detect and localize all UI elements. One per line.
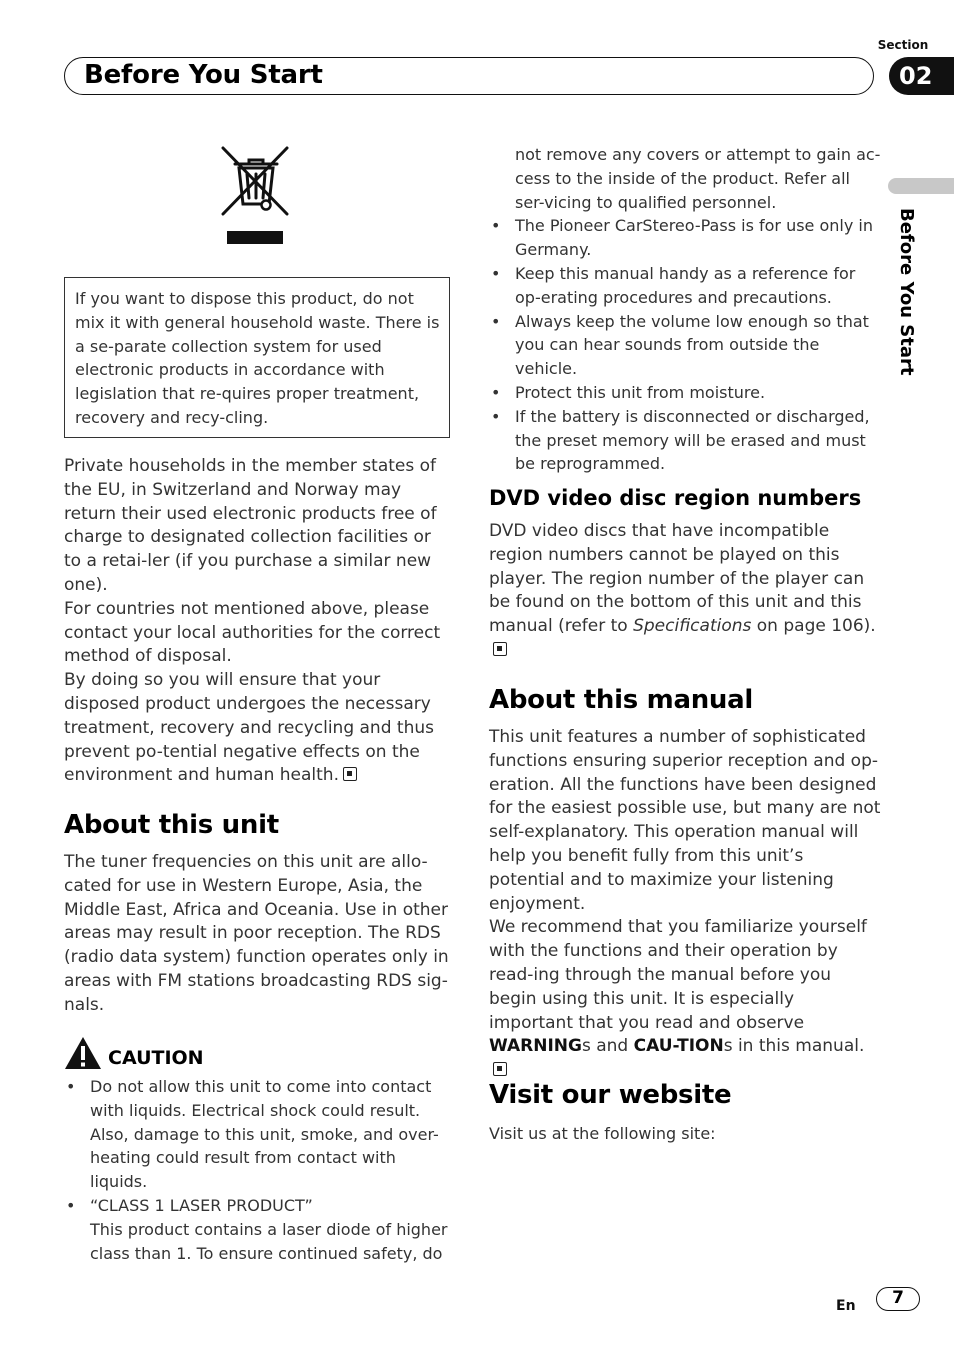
warning-word: WARNING <box>489 1036 582 1057</box>
website-heading: Visit our website <box>489 1080 732 1110</box>
crossed-bin-icon <box>221 146 291 246</box>
page-title: Before You Start <box>84 60 323 90</box>
page-number: 7 <box>876 1287 920 1311</box>
dvd-region-text-part: on page 106). <box>751 616 876 637</box>
list-item: • Always keep the volume low enough so that you can hear sounds from outside the vehicle. <box>489 310 881 381</box>
dvd-region-text-part: DVD video discs that have incompatible region numbers cannot be played on this player. The region number of the player can be found on the bottom of this unit and this manual (refer to <box>489 521 865 637</box>
end-mark-icon <box>493 1062 507 1076</box>
website-text: Visit us at the following site: <box>489 1124 716 1143</box>
section-label: Section <box>877 38 929 52</box>
disposal-notice-text: If you want to dispose this product, do not mix it with general household waste. There is a se-parate collection system for used electronic products in accordance with legislation that re-quires proper treatment, recovery and recy-cling. <box>75 289 440 427</box>
list-item-continuation: This product contains a laser diode of higher class than 1. To ensure continued safety, do <box>90 1219 448 1263</box>
disposal-paragraph: Private households in the member states of the EU, in Switzerland and Norway may return their used electronic products free of charge to designated collection facilities or to a retai-ler (if you purchase a similar new one). <box>64 456 437 595</box>
manual-text-part: s and <box>581 1036 634 1057</box>
caution-continued-text: not remove any covers or attempt to gain ac-cess to the inside of the product. Refer all ser-vicing to qualified personnel. <box>515 145 881 212</box>
right-column-list <box>489 143 881 476</box>
about-manual-paragraph: This unit features a number of sophisticated functions ensuring superior reception and op-eration. All the functions have been designed for the easiest possible use, but many are not self-explanatory. This operation manual will help you benefit fully from this unit’s potential and to maximize your listening enjoyment. <box>489 727 881 914</box>
list-item: • Protect this unit from moisture. <box>489 381 881 405</box>
end-mark-icon <box>343 767 357 781</box>
disposal-paragraph-text: By doing so you will ensure that your disposed product undergoes the necessary treatment, recovery and recycling and thus prevent po-tential negative effects on the environment and human health. <box>64 670 434 786</box>
caution-list <box>64 1075 454 1265</box>
caution-word: CAU-TION <box>633 1036 724 1057</box>
caution-heading <box>64 1036 204 1070</box>
disposal-paragraph: For countries not mentioned above, please contact your local authorities for the correct method of disposal. <box>64 598 441 667</box>
dvd-region-text <box>489 520 881 663</box>
side-tab-marker <box>888 178 954 194</box>
disposal-notice-box <box>64 277 450 438</box>
list-item-title: • “CLASS 1 LASER PRODUCT” <box>90 1195 313 1215</box>
disposal-paragraphs <box>64 455 452 788</box>
side-section-label: Before You Start <box>896 208 917 376</box>
warning-triangle-icon <box>64 1036 102 1070</box>
list-item: • If the battery is disconnected or discharged, the preset memory will be erased and must be reprogrammed. <box>489 405 881 476</box>
about-manual-text <box>489 726 881 1083</box>
specifications-reference: Specifications <box>633 616 752 637</box>
list-item: • Do not allow this unit to come into contact with liquids. Electrical shock could result. Also, damage to this unit, smoke, and over-heating could result from contact with liquids. <box>64 1075 454 1194</box>
manual-text-part: We recommend that you familiarize yourself with the functions and their operation by read-ing through the manual before you begin using this unit. It is especially important that you read and observe <box>489 917 867 1033</box>
list-item <box>64 1194 454 1265</box>
list-item: • The Pioneer CarStereo-Pass is for use only in Germany. <box>489 214 881 262</box>
list-item: • Keep this manual handy as a reference for op-erating procedures and precautions. <box>489 262 881 310</box>
manual-text-part: s in this manual. <box>723 1036 865 1057</box>
language-label: En <box>836 1298 856 1314</box>
caution-label: CAUTION <box>108 1047 204 1069</box>
end-mark-icon <box>493 642 507 656</box>
section-number-badge: 02 <box>889 57 954 95</box>
about-manual-paragraph <box>489 916 881 1083</box>
disposal-paragraph <box>64 669 452 788</box>
about-unit-text: The tuner frequencies on this unit are allo-cated for use in Western Europe, Asia, the Middle East, Africa and Oceania. Use in other areas may result in poor reception. The RDS (radio data system) function operates only in areas with FM stations broadcasting RDS sig-nals. <box>64 852 449 1015</box>
about-unit-heading: About this unit <box>64 810 279 840</box>
dvd-region-heading: DVD video disc region numbers <box>489 486 862 510</box>
about-manual-heading: About this manual <box>489 685 753 715</box>
